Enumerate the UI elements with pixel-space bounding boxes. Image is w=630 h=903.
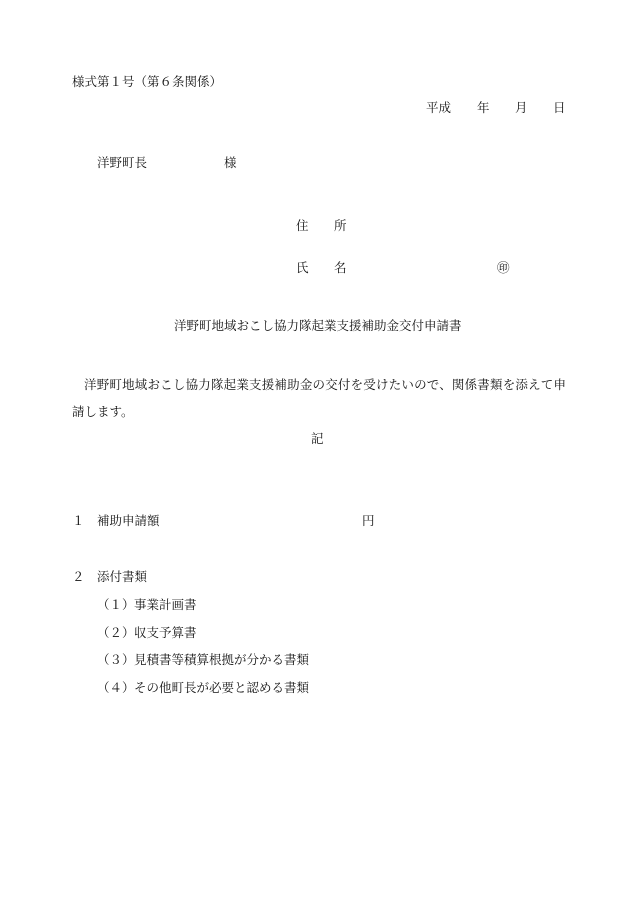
attachment-1-number: （１） <box>97 597 135 612</box>
date-year: 年 <box>477 100 490 115</box>
attachment-2-number: （２） <box>97 625 135 640</box>
seal-mark: ㊞ <box>497 260 510 275</box>
attachment-4-text: その他町長が必要と認める書類 <box>134 680 310 695</box>
date-era: 平成 <box>426 100 452 115</box>
date-day: 日 <box>553 100 566 115</box>
attachment-3-number: （３） <box>97 652 135 667</box>
record-heading: 記 <box>311 431 324 446</box>
addressee-name: 洋野町長 <box>97 155 148 170</box>
address-label-2: 所 <box>334 218 347 233</box>
item-1-number: １ <box>72 513 85 528</box>
item-1-unit: 円 <box>362 513 375 528</box>
date-month: 月 <box>515 100 528 115</box>
item-2-label: 添付書類 <box>97 569 148 584</box>
attachment-3-text: 見積書等積算根拠が分かる書類 <box>134 652 310 667</box>
item-1-label: 補助申請額 <box>97 513 160 528</box>
form-number: 様式第１号（第６条関係） <box>72 74 223 89</box>
address-label-1: 住 <box>296 218 309 233</box>
document-title: 洋野町地域おこし協力隊起業支援補助金交付申請書 <box>174 318 462 333</box>
item-2-number: ２ <box>72 569 85 584</box>
body-text: 洋野町地域おこし協力隊起業支援補助金の交付を受けたいので、関係書類を添えて申請します。 <box>72 377 566 419</box>
name-label-2: 名 <box>334 260 347 275</box>
attachment-1-text: 事業計画書 <box>134 597 197 612</box>
name-label-1: 氏 <box>296 260 309 275</box>
attachment-4-number: （４） <box>97 680 135 695</box>
addressee-honorific: 様 <box>224 155 237 170</box>
attachment-2-text: 収支予算書 <box>134 625 197 640</box>
